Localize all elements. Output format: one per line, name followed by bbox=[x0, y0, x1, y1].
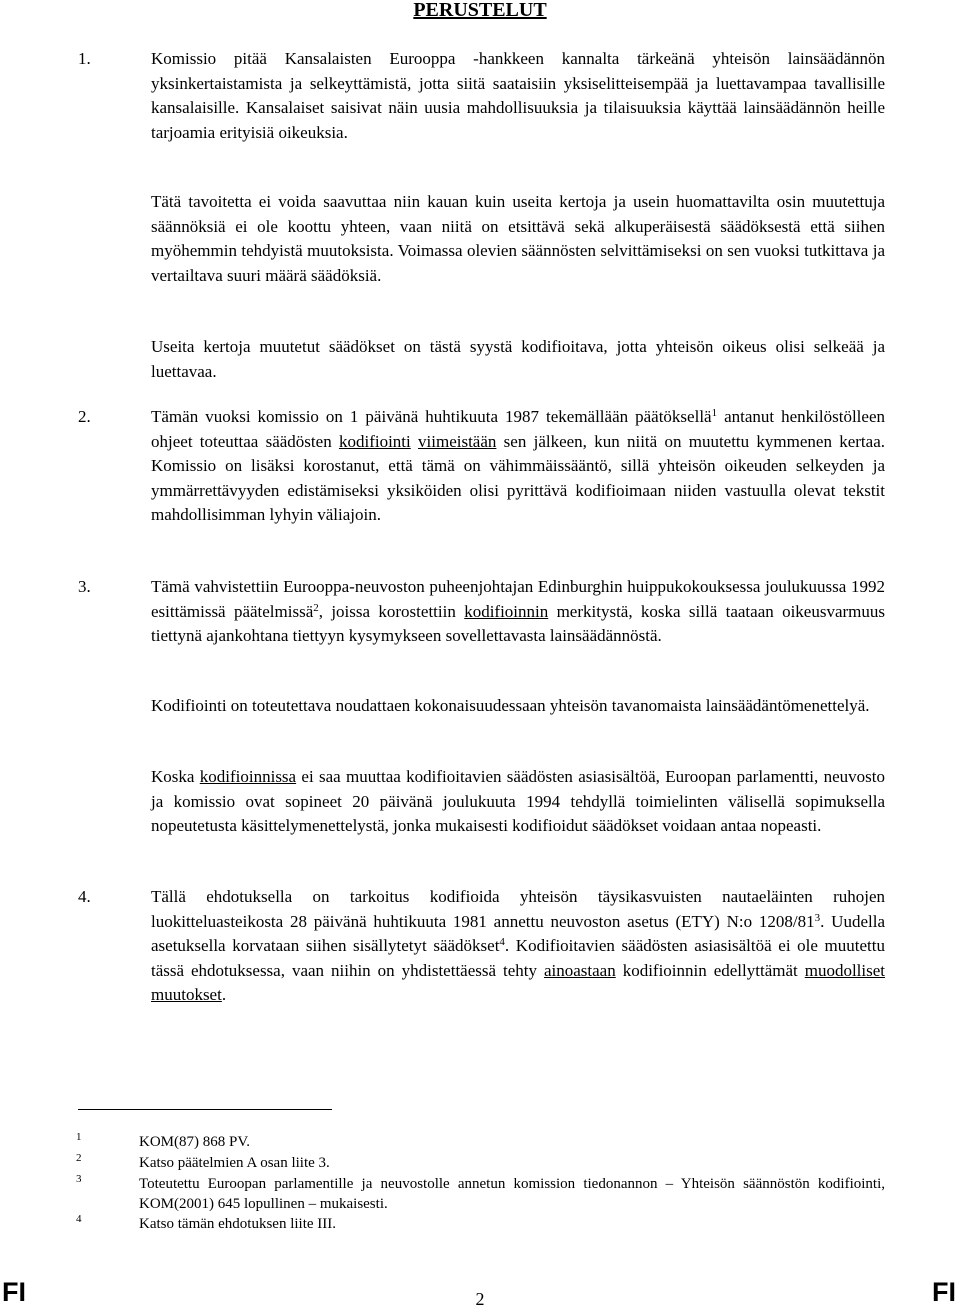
section-1-paragraph-3: Useita kertoja muutetut säädökset on tästä syystä kodifioitava, jotta yhteisön oikeus olisi selkeää ja luettavaa. bbox=[151, 337, 885, 381]
section-2-paragraph: Tämän vuoksi komissio on 1 päivänä huhtikuuta 1987 tekemällään päätöksellä$^1$ antanut henkilöstölleen ohjeet toteuttaa säädösten kodifiointi viimeistään sen jälkeen, kun niitä on muutettu kymmenen kertaa. Komissio on lisäksi korostanut, että tämä on vähimmäissääntö, sillä yhteisön oikeuden selkeyden ja ymmärrettävyyden edistämiseksi yksiköiden olisi pyrittävä kodifioimaan niiden vastuulla olevat tekstit mahdollisimman lyhyin väliajoin. bbox=[151, 407, 885, 524]
section-number-2: 2. bbox=[78, 407, 91, 426]
underlined-term: muodolliset muutokset bbox=[151, 960, 885, 1004]
footnote-number-1: 1 bbox=[76, 1131, 82, 1143]
footnote-separator bbox=[78, 1109, 332, 1110]
footer-language-left: FI bbox=[2, 1277, 26, 1307]
footnote-number-3: 3 bbox=[76, 1173, 82, 1185]
underlined-term: kodifiointi bbox=[338, 431, 411, 451]
footnote-ref-2: 2 bbox=[313, 601, 319, 614]
footer-language-right: FI bbox=[932, 1277, 956, 1307]
page-number: 2 bbox=[475, 1289, 485, 1309]
footnote-text-1: KOM(87) 868 PV. bbox=[139, 1134, 250, 1150]
footnote-text-3: Toteutettu Euroopan parlamentille ja neuvostolle annetun komission tiedonannon – Yhteisön säännöstön kodifiointi, KOM(2001) 645 lopullinen – mukaisesti. bbox=[139, 1176, 885, 1212]
section-3-paragraph-3: Koska kodifioinnissa ei saa muuttaa kodifioitavien säädösten asiasisältöä, Euroopan parlamentti, neuvosto ja komissio ovat sopineet 20 päivänä joulukuuta 1994 tehdyllä toimielinten välisellä sopimuksella nopeutetusta käsittelymenettelystä, jonka mukaisesti kodifioidut säädökset voidaan antaa nopeasti. bbox=[151, 767, 885, 835]
section-1-paragraph-1: Komissio pitää Kansalaisten Eurooppa -hankkeen kannalta tärkeänä yhteisön lainsäädännön yksinkertaistamista ja selkeyttämistä, jotta siitä saataisiin yksiselitteisempää ja luettavampaa tavallisille kansalaisille. Kansalaiset saisivat näin uusia mahdollisuuksia ja tilaisuuksia käyttää lainsäädännön heille tarjoamia erityisiä oikeuksia. bbox=[151, 49, 885, 142]
underlined-term: ainoastaan bbox=[543, 960, 616, 980]
footnote-ref-3: 3 bbox=[814, 911, 821, 924]
document-heading: PERUSTELUT bbox=[413, 0, 547, 21]
footnote-ref-4: 4 bbox=[499, 936, 505, 948]
footnote-text-4: Katso tämän ehdotuksen liite III. bbox=[139, 1216, 337, 1232]
section-1-paragraph-2: Tätä tavoitetta ei voida saavuttaa niin kauan kuin useita kertoja ja usein huomattavilta osin muutettuja säännöksiä ei ole koottu yhteen, vaan niitä on etsittävä sekä alkuperäisestä säädöksestä että siihen myöhemmin tehdyistä muutoksista. Voimassa olevien säännösten selvittämiseksi on sen vuoksi tutkittava ja vertailtava suuri määrä säädöksiä. bbox=[151, 192, 885, 285]
section-number-3: 3. bbox=[78, 577, 91, 596]
section-number-4: 4. bbox=[78, 887, 91, 906]
underlined-term: kodifioinnin bbox=[464, 601, 549, 621]
footnote-number-4: 4 bbox=[76, 1213, 82, 1225]
footnote-number-2: 2 bbox=[76, 1152, 82, 1164]
underlined-term: viimeistään bbox=[418, 431, 497, 451]
section-number-1: 1. bbox=[78, 49, 91, 68]
underlined-term: kodifioinnissa bbox=[199, 767, 297, 786]
footnote-ref-1: 1 bbox=[711, 407, 718, 419]
section-3-paragraph-2: Kodifiointi on toteutettava noudattaen kokonaisuudessaan yhteisön tavanomaista lainsäädäntömenettelyä. bbox=[151, 696, 870, 715]
footnote-text-2: Katso päätelmien A osan liite 3. bbox=[139, 1155, 330, 1171]
section-4-paragraph: Tällä ehdotuksella on tarkoitus kodifioida yhteisön täysikasvuisten nautaeläinten ruhojen luokitteluasteikosta 28 päivänä huhtikuuta 1981 annettu neuvoston asetus (ETY) N:o $1208/81^3$. Uudella asetuksella korvataan siihen sisällytetyt säädökset$^4$. Kodifioitavien säädösten asiasisältöä ei ole muutettu tässä ehdotuksessa, vaan niihin on yhdistettäessä tehty ainoastaan kodifioinnin edellyttämät muodolliset muutokset. bbox=[151, 887, 885, 1004]
section-3-paragraph-1: Tämä vahvistettiin Eurooppa-neuvoston puheenjohtajan Edinburghin huippukokouksessa joulukuussa 1992 esittämissä päätelmissä$^2$, joissa korostettiin kodifioinnin merkitystä, koska sillä taataan oikeusvarmuus tiettynä ajankohtana tiettyyn kysymykseen sovellettavasta lainsäädännöstä. bbox=[151, 577, 886, 645]
